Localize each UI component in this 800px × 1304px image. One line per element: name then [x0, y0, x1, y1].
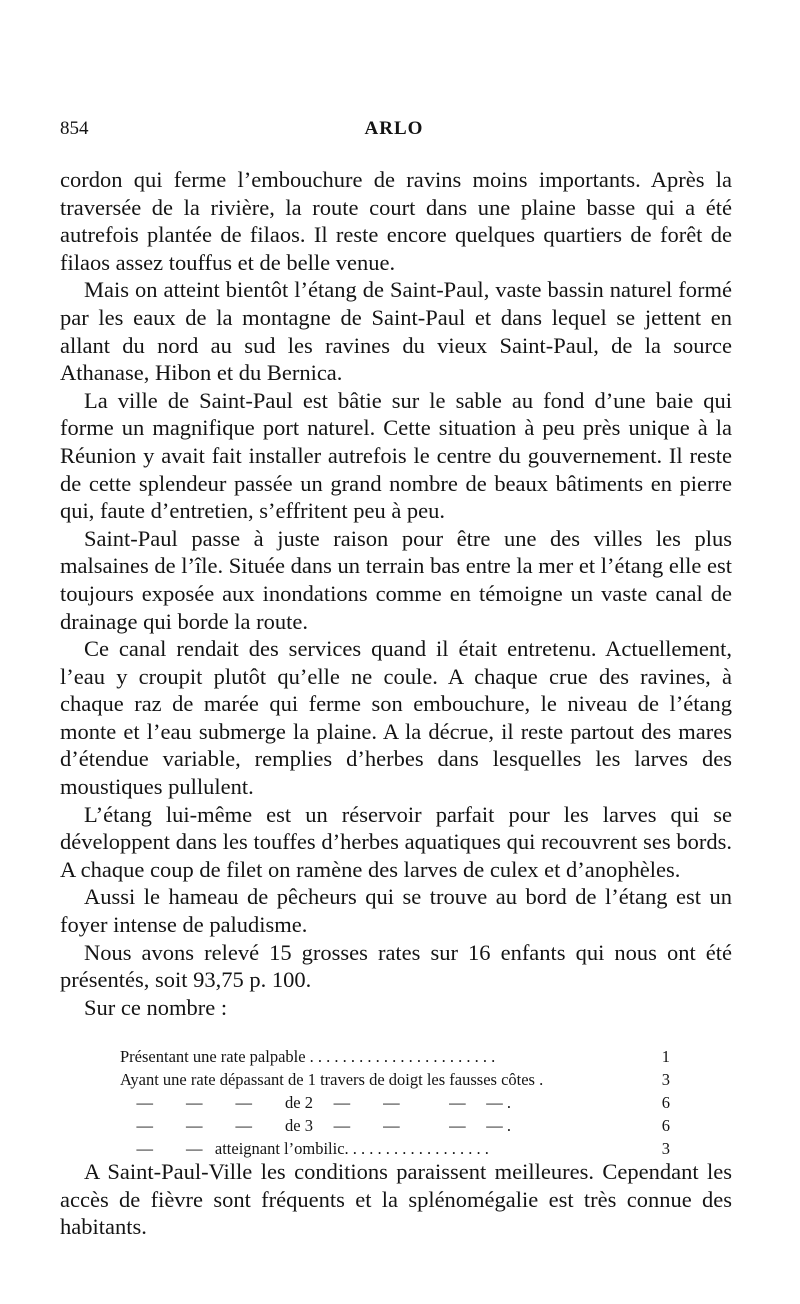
paragraph: Sur ce nombre : [84, 994, 228, 1020]
table-row-label: — — — de 3 — — — — . [120, 1116, 511, 1135]
table-row [120, 1045, 670, 1068]
body-text [60, 166, 732, 1021]
table-row-value: 3 [661, 1070, 670, 1089]
table-row-value: 3 [661, 1139, 670, 1158]
table-row [120, 1068, 670, 1091]
paragraph: L’étang lui-même est un réservoir parfait pour les larves qui se développent dans les touffes d’herbes aquatiques qui recouvrent ses bords. A chaque coup de filet on ramène des larves de culex et d’anophèles. [60, 801, 732, 882]
page-header [60, 118, 728, 148]
table-row-value: 6 [661, 1116, 670, 1135]
paragraph: A Saint-Paul-Ville les conditions paraissent meilleures. Cependant les accès de fièvre sont fréquents et la splénomégalie est très connue des habitants. [60, 1159, 732, 1240]
table-row-label: Présentant une rate palpable . . . . . . . . . . . . . . . . . . . . . . . [120, 1047, 496, 1066]
spleen-table [120, 1045, 670, 1160]
table-row-value: 1 [661, 1047, 670, 1066]
paragraph: Aussi le hameau de pêcheurs qui se trouve au bord de l’étang est un foyer intense de paludisme. [60, 884, 732, 938]
table-row-label: — — — de 2 — — — — . [120, 1093, 511, 1112]
table-row-value: 6 [661, 1093, 670, 1112]
table-row-label: Ayant une rate dépassant de 1 travers de doigt les fausses côtes . [120, 1070, 544, 1089]
paragraph: Ce canal rendait des services quand il était entretenu. Actuellement, l’eau y croupit plutôt qu’elle ne coule. A chaque crue des ravines, à chaque raz de marée qui ferme son embouchure, le niveau de l’étang monte et l’eau submerge la plaine. A la décrue, il reste partout des mares d’étendue variable, remplies d’herbes dans lesquelles les larves des moustiques pullulent. [60, 636, 732, 800]
table-row [120, 1114, 670, 1137]
page-number: 854 [60, 118, 89, 139]
table-row-label: — — atteignant l’ombilic. . . . . . . . . . . . . . . . . . [120, 1139, 489, 1158]
table-row [120, 1091, 670, 1114]
running-title: ARLO [364, 118, 424, 139]
table-row [120, 1137, 670, 1160]
paragraph: La ville de Saint-Paul est bâtie sur le sable au fond d’une baie qui forme un magnifique port naturel. Cette situation à peu près unique à la Réunion y avait fait installer autrefois le centre du gouvernement. Il reste de cette splendeur passée un grand nombre de beaux bâtiments en pierre qui, faute d’entretien, s’effritent peu à peu. [60, 387, 732, 524]
paragraph: cordon qui ferme l’embouchure de ravins moins importants. Après la traversée de la rivière, la route court dans une plaine basse qui a été autrefois plantée de filaos. Il reste encore quelques quartiers de forêt de filaos assez touffus et de belle venue. [60, 167, 732, 275]
paragraph: Mais on atteint bientôt l’étang de Saint-Paul, vaste bassin naturel formé par les eaux de la montagne de Saint-Paul et dans lequel se jettent en allant du nord au sud les ravines du vieux Saint-Paul, de la source Athanase, Hibon et du Bernica. [60, 277, 732, 386]
paragraph: Nous avons relevé 15 grosses rates sur 16 enfants qui nous ont été présentés, soit 93,75 p. 100. [60, 939, 732, 993]
closing-text [60, 1158, 732, 1241]
paragraph: Saint-Paul passe à juste raison pour être une des villes les plus malsaines de l’île. Située dans un terrain bas entre la mer et l’étang elle est toujours exposée aux inondations comme en témoigne un vaste canal de drainage qui borde la route. [60, 525, 732, 634]
